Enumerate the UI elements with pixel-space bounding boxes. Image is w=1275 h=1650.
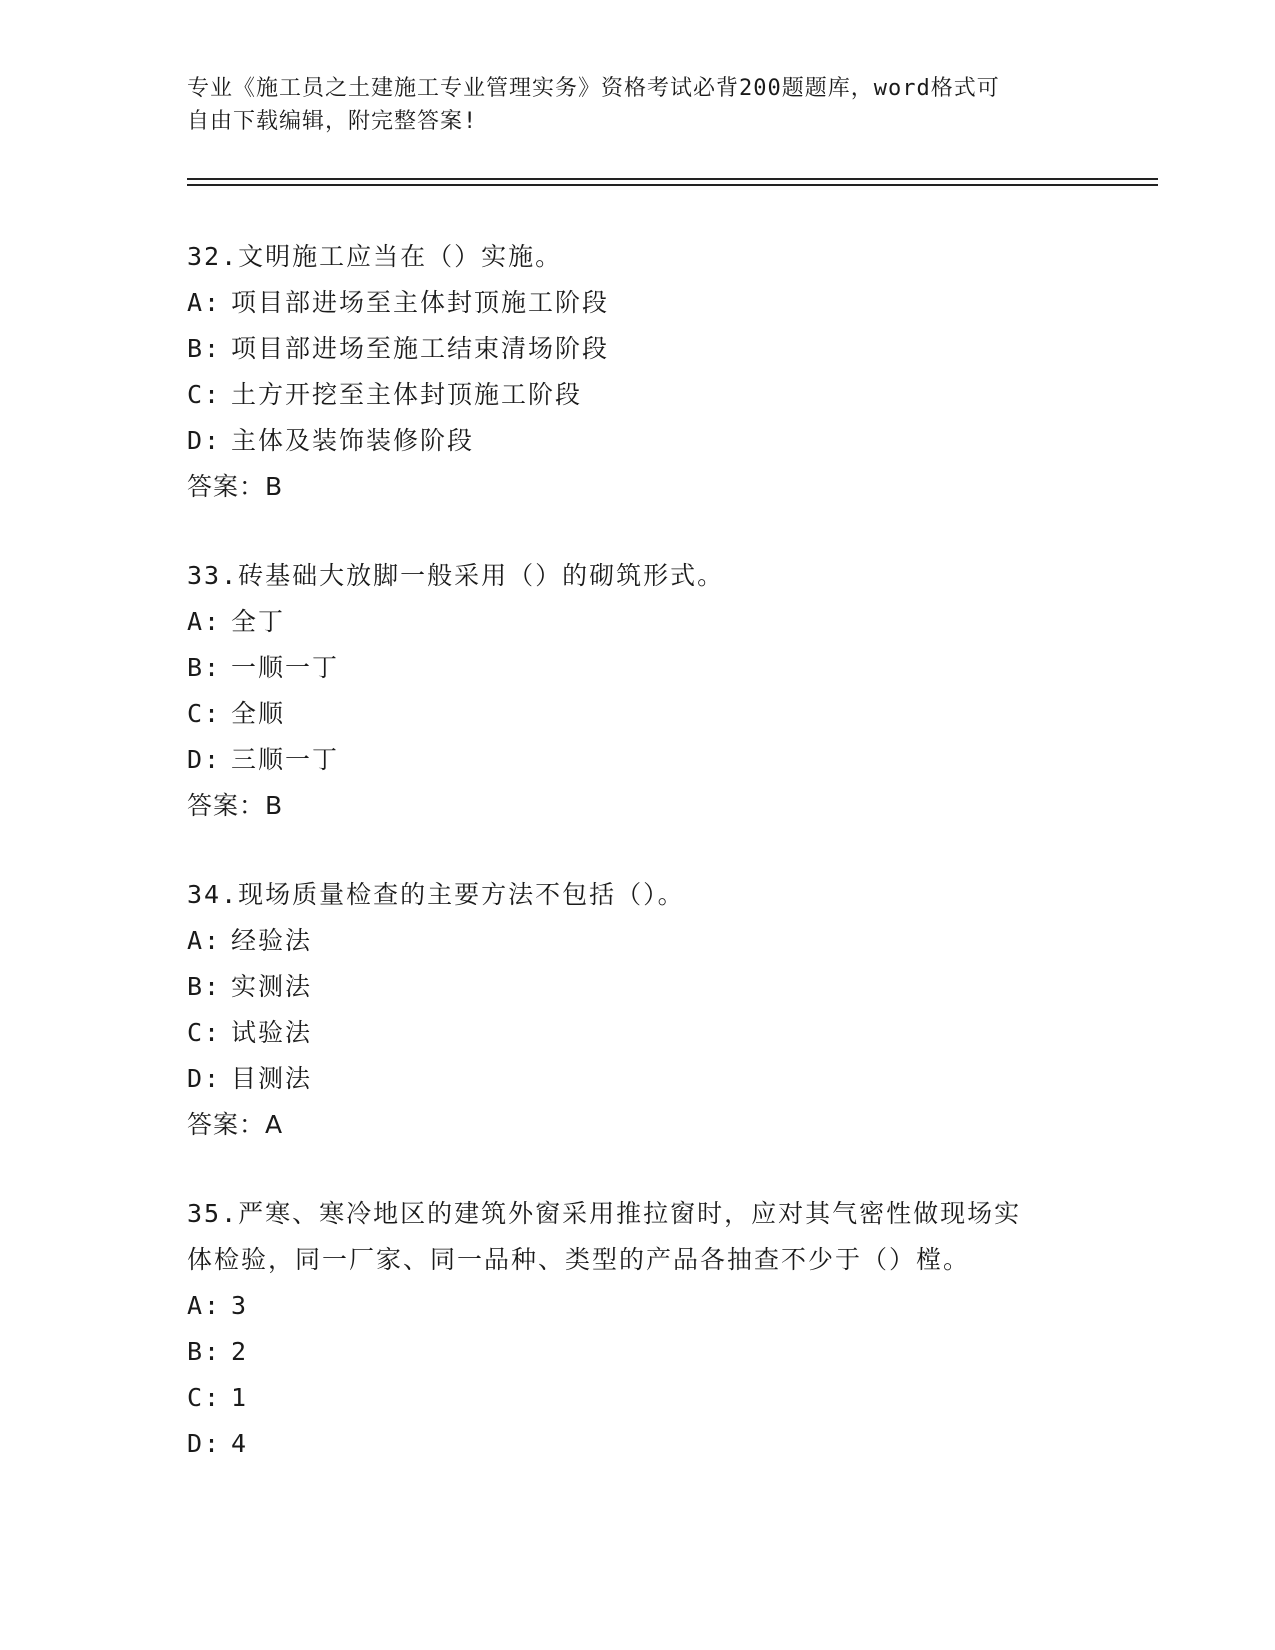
header-line-1: 专业《施工员之土建施工专业管理实务》资格考试必背200题题库，word格式可: [187, 76, 1000, 101]
question-number: 33.: [187, 561, 239, 590]
header-divider-bottom: [187, 184, 1158, 186]
question-35: [187, 1191, 1087, 1467]
option-key: B:: [187, 334, 222, 363]
option-key: A:: [187, 607, 222, 636]
option-a: [187, 599, 1087, 645]
option-text: 项目部进场至施工结束清场阶段: [231, 334, 610, 363]
question-text: 严寒、寒冷地区的建筑外窗采用推拉窗时，应对其气密性做现场实: [238, 1199, 1022, 1228]
option-text: 目测法: [231, 1064, 313, 1093]
option-a: [187, 1283, 1087, 1329]
question-number: 34.: [187, 880, 239, 909]
answer-label: 答案：A: [187, 1110, 284, 1139]
option-key: A:: [187, 1291, 222, 1320]
option-d: [187, 737, 1087, 783]
option-c: [187, 372, 1087, 418]
option-text: 实测法: [231, 972, 313, 1001]
answer-label: 答案：B: [187, 791, 284, 820]
question-stem-line-1: [187, 1191, 1087, 1237]
option-key: C:: [187, 1383, 222, 1412]
question-number: 32.: [187, 242, 239, 271]
option-text: 三顺一丁: [231, 745, 340, 774]
option-key: D:: [187, 426, 222, 455]
option-key: C:: [187, 699, 222, 728]
option-text: 1: [231, 1383, 249, 1412]
header-line-2: 自由下载编辑，附完整答案!: [187, 109, 478, 134]
header-divider-top: [187, 178, 1158, 180]
document-header: [187, 72, 1087, 138]
option-a: [187, 918, 1087, 964]
option-b: [187, 645, 1087, 691]
question-list: [187, 234, 1087, 1510]
option-c: [187, 691, 1087, 737]
question-stem: [187, 553, 1087, 599]
option-key: D:: [187, 745, 222, 774]
question-text: 现场质量检查的主要方法不包括（）。: [238, 880, 685, 909]
option-b: [187, 1329, 1087, 1375]
option-d: [187, 1421, 1087, 1467]
answer-label: 答案：B: [187, 472, 284, 501]
question-33: [187, 553, 1087, 829]
option-key: C:: [187, 1018, 222, 1047]
option-b: [187, 964, 1087, 1010]
option-text: 主体及装饰装修阶段: [231, 426, 475, 455]
option-b: [187, 326, 1087, 372]
option-text: 2: [231, 1337, 249, 1366]
option-key: B:: [187, 653, 222, 682]
option-text: 全丁: [231, 607, 286, 636]
question-stem: [187, 872, 1087, 918]
option-key: D:: [187, 1064, 222, 1093]
option-key: A:: [187, 288, 222, 317]
question-number: 35.: [187, 1199, 239, 1228]
option-text: 试验法: [231, 1018, 313, 1047]
question-text: 文明施工应当在（）实施。: [238, 242, 563, 271]
option-key: B:: [187, 972, 222, 1001]
option-text: 4: [231, 1429, 249, 1458]
option-key: D:: [187, 1429, 222, 1458]
question-stem-line-2: 体检验，同一厂家、同一品种、类型的产品各抽查不少于（）樘。: [187, 1245, 971, 1274]
option-key: A:: [187, 926, 222, 955]
option-d: [187, 1056, 1087, 1102]
option-text: 全顺: [231, 699, 286, 728]
option-text: 项目部进场至主体封顶施工阶段: [231, 288, 610, 317]
option-text: 一顺一丁: [231, 653, 340, 682]
option-key: C:: [187, 380, 222, 409]
option-key: B:: [187, 1337, 222, 1366]
option-text: 经验法: [231, 926, 313, 955]
question-32: [187, 234, 1087, 510]
question-text: 砖基础大放脚一般采用（）的砌筑形式。: [238, 561, 725, 590]
option-c: [187, 1010, 1087, 1056]
option-d: [187, 418, 1087, 464]
option-text: 土方开挖至主体封顶施工阶段: [231, 380, 583, 409]
question-stem: [187, 234, 1087, 280]
question-34: [187, 872, 1087, 1148]
option-text: 3: [231, 1291, 249, 1320]
option-a: [187, 280, 1087, 326]
option-c: [187, 1375, 1087, 1421]
